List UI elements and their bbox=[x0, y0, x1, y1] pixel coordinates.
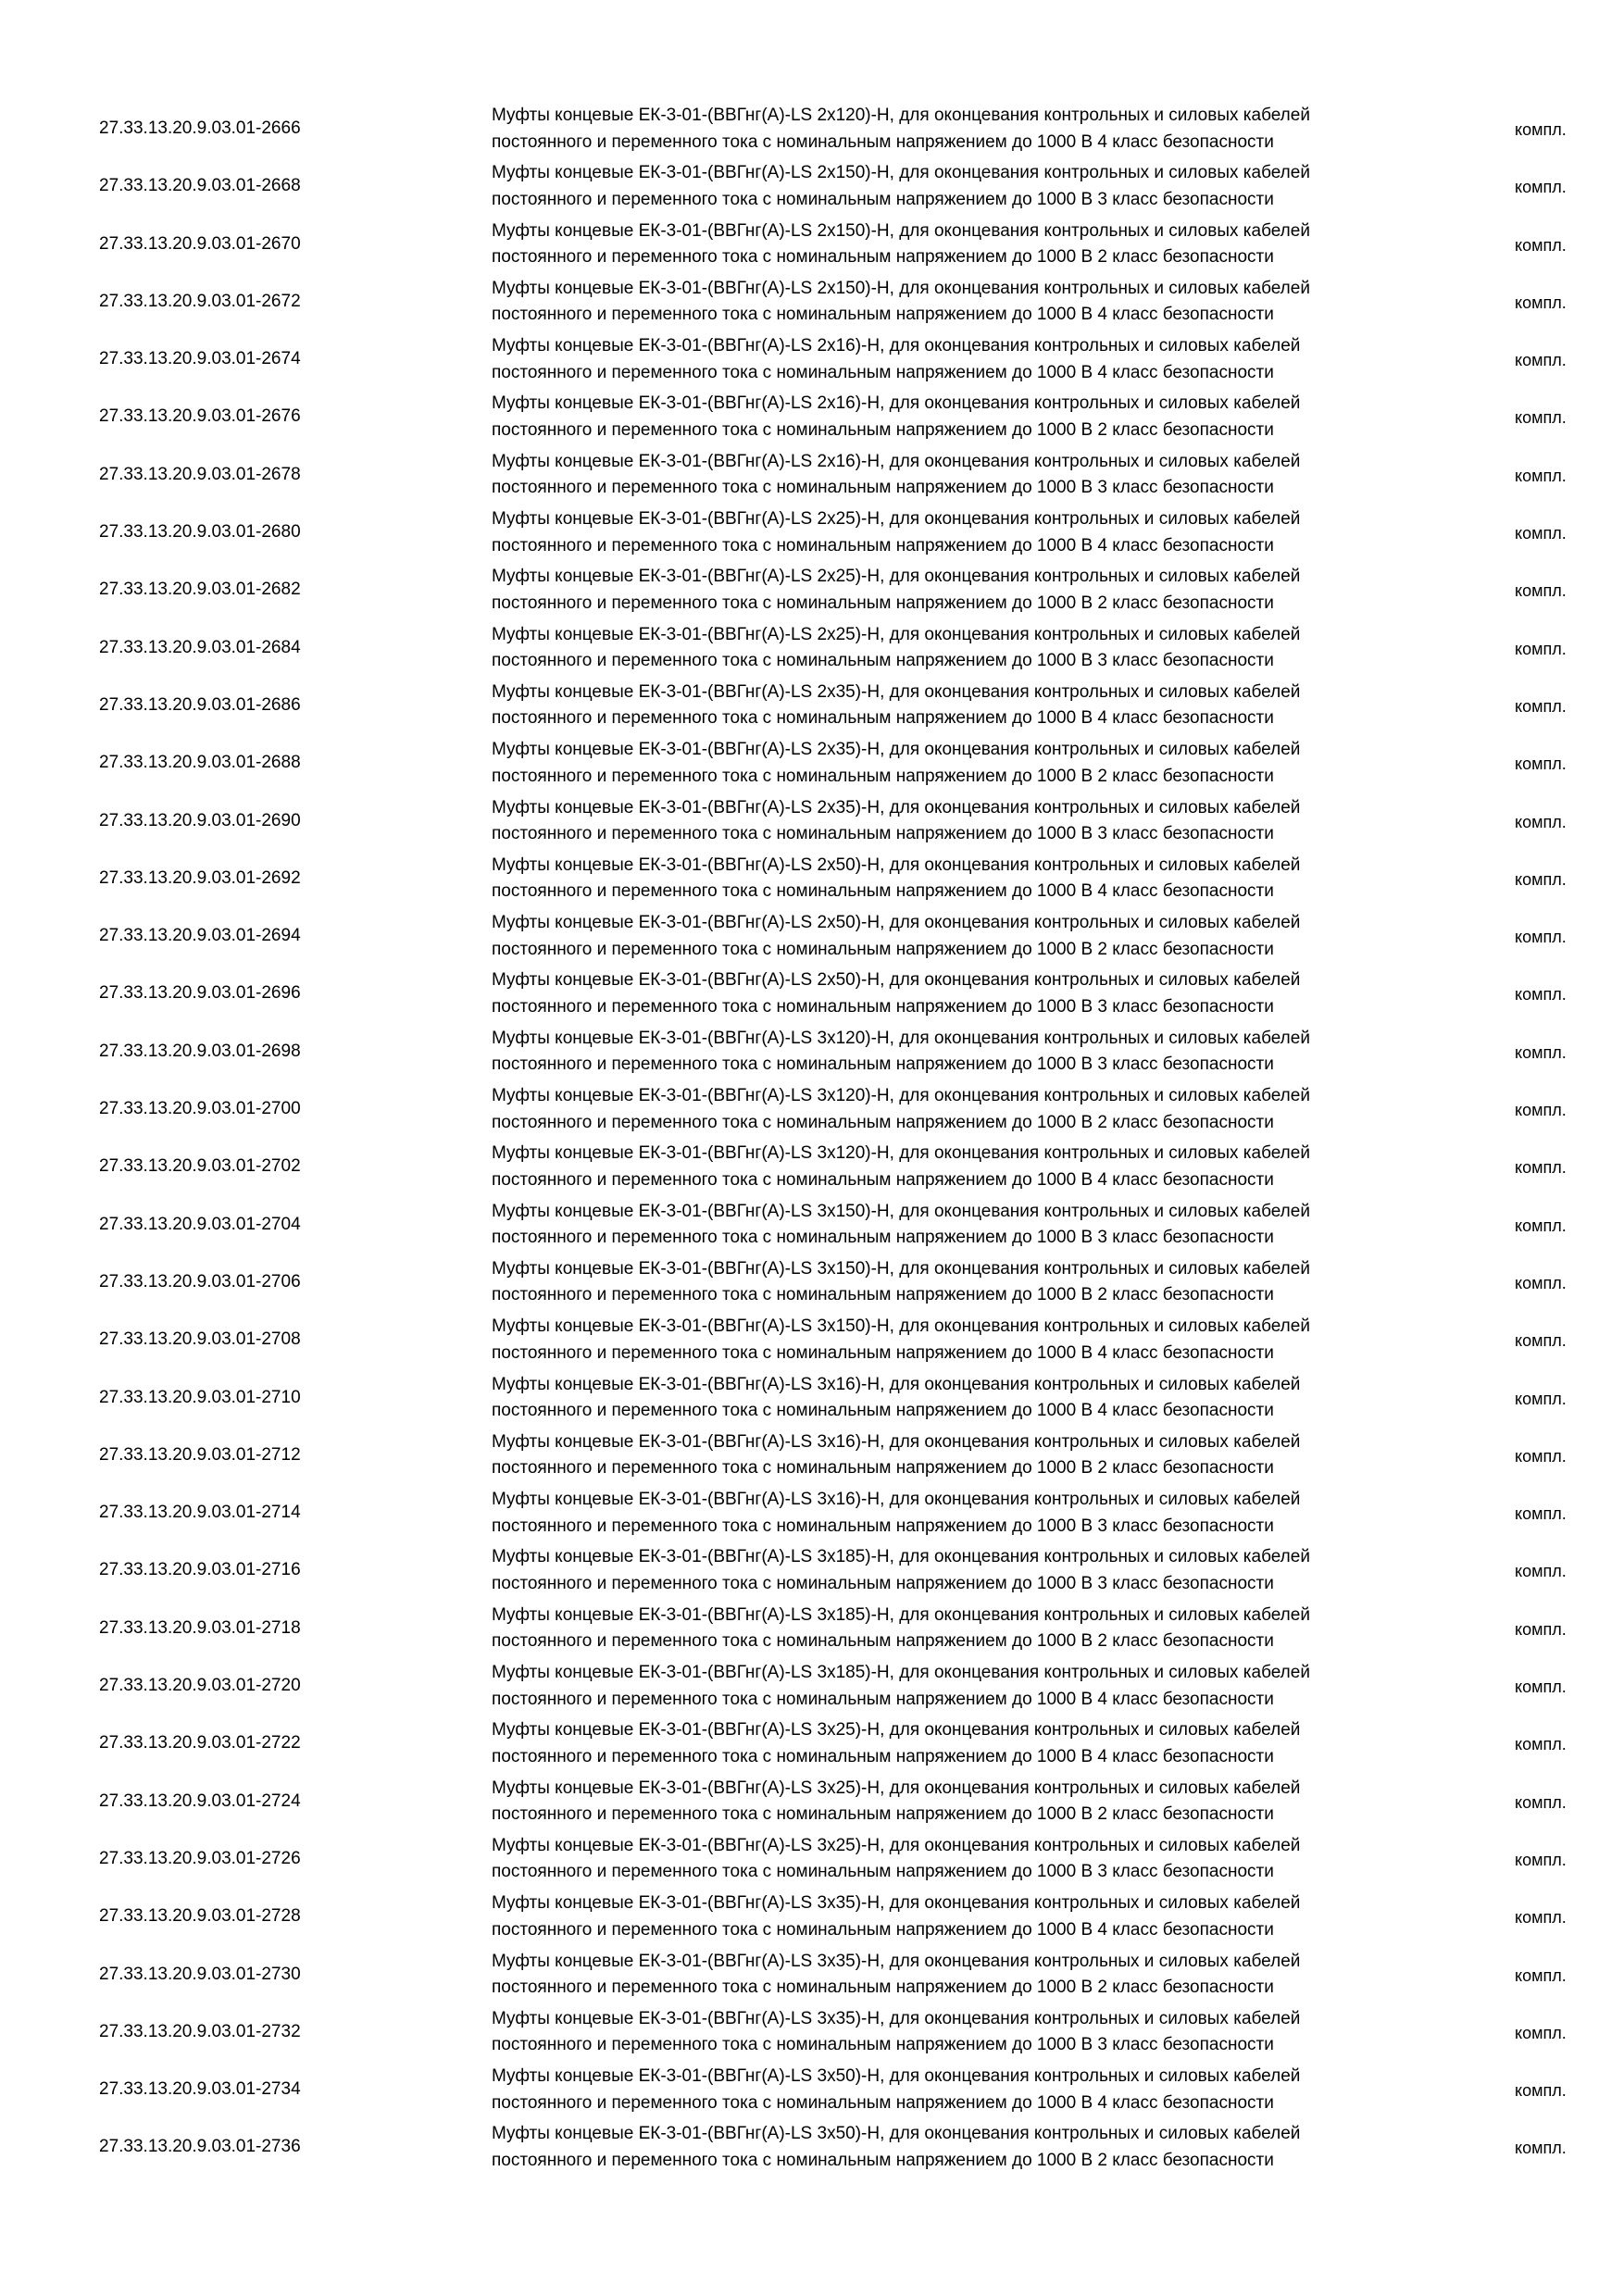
item-description bbox=[492, 1603, 1455, 1655]
item-code: 27.33.13.20.9.03.01-2680 bbox=[99, 522, 301, 543]
table-row bbox=[0, 1600, 1624, 1657]
item-description bbox=[492, 506, 1455, 559]
item-description-line: постоянного и переменного тока с номинальным напряжением до 1000 В 2 класс безопасности bbox=[492, 1112, 1274, 1132]
item-description bbox=[492, 1314, 1455, 1366]
item-code: 27.33.13.20.9.03.01-2706 bbox=[99, 1271, 301, 1292]
table-row bbox=[0, 1888, 1624, 1945]
item-description-line: постоянного и переменного тока с номинальным напряжением до 1000 В 3 класс безопасности bbox=[492, 1228, 1274, 1248]
item-code: 27.33.13.20.9.03.01-2684 bbox=[99, 637, 301, 657]
item-description bbox=[492, 1141, 1455, 1193]
item-description-line: постоянного и переменного тока с номинальным напряжением до 1000 В 4 класс безопасности bbox=[492, 1342, 1274, 1363]
item-unit: компл. bbox=[1515, 408, 1567, 428]
item-description bbox=[492, 1083, 1455, 1136]
table-row bbox=[0, 2003, 1624, 2061]
table-row bbox=[0, 446, 1624, 504]
item-description-line: Муфты концевые ЕК-3-01-(ВВГнг(А)-LS 3х35)-Н, для оконцевания контрольных и силовых кабелей bbox=[492, 1893, 1301, 1914]
item-description-line: постоянного и переменного тока с номинальным напряжением до 1000 В 3 класс безопасности bbox=[492, 996, 1274, 1017]
item-description-line: Муфты концевые ЕК-3-01-(ВВГнг(А)-LS 3х120)-Н, для оконцевания контрольных и силовых кабелей bbox=[492, 1143, 1310, 1164]
item-unit: компл. bbox=[1515, 1678, 1567, 1697]
item-code: 27.33.13.20.9.03.01-2688 bbox=[99, 753, 301, 773]
item-code: 27.33.13.20.9.03.01-2702 bbox=[99, 1156, 301, 1177]
item-unit: компл. bbox=[1515, 1792, 1567, 1812]
item-description-line: постоянного и переменного тока с номинальным напряжением до 1000 В 4 класс безопасности bbox=[492, 881, 1274, 902]
item-code: 27.33.13.20.9.03.01-2678 bbox=[99, 464, 301, 484]
item-description-line: постоянного и переменного тока с номинальным напряжением до 1000 В 4 класс безопасности bbox=[492, 1169, 1274, 1190]
item-description-line: Муфты концевые ЕК-3-01-(ВВГнг(А)-LS 3х16)-Н, для оконцевания контрольных и силовых кабелей bbox=[492, 1374, 1301, 1394]
item-description bbox=[492, 1487, 1455, 1540]
item-description-line: постоянного и переменного тока с номинальным напряжением до 1000 В 3 класс безопасности bbox=[492, 1862, 1274, 1882]
table-row bbox=[0, 1080, 1624, 1138]
item-code: 27.33.13.20.9.03.01-2670 bbox=[99, 233, 301, 254]
item-description-line: Муфты концевые ЕК-3-01-(ВВГнг(А)-LS 2х50)-Н, для оконцевания контрольных и силовых кабелей bbox=[492, 970, 1301, 991]
item-description-line: Муфты концевые ЕК-3-01-(ВВГнг(А)-LS 2х16)-Н, для оконцевания контрольных и силовых кабелей bbox=[492, 393, 1301, 414]
item-description bbox=[492, 1833, 1455, 1886]
table-row bbox=[0, 216, 1624, 273]
item-description-line: Муфты концевые ЕК-3-01-(ВВГнг(А)-LS 2х35)-Н, для оконцевания контрольных и силовых кабелей bbox=[492, 740, 1301, 760]
item-unit: компл. bbox=[1515, 2139, 1567, 2158]
item-description-line: постоянного и переменного тока с номинальным напряжением до 1000 В 2 класс безопасности bbox=[492, 1458, 1274, 1479]
item-description bbox=[492, 218, 1455, 271]
item-description bbox=[492, 910, 1455, 963]
table-row bbox=[0, 157, 1624, 215]
item-unit: компл. bbox=[1515, 1562, 1567, 1581]
item-description-line: Муфты концевые ЕК-3-01-(ВВГнг(А)-LS 3х50)-Н, для оконцевания контрольных и силовых кабелей bbox=[492, 2066, 1301, 2087]
table-row bbox=[0, 388, 1624, 445]
item-description-line: Муфты концевые ЕК-3-01-(ВВГнг(А)-LS 3х150)-Н, для оконцевания контрольных и силовых кабелей bbox=[492, 1316, 1310, 1337]
item-unit: компл. bbox=[1515, 1158, 1567, 1178]
table-row bbox=[0, 2061, 1624, 2118]
item-description-line: постоянного и переменного тока с номинальным напряжением до 1000 В 4 класс безопасности bbox=[492, 362, 1274, 382]
item-code: 27.33.13.20.9.03.01-2714 bbox=[99, 1503, 301, 1523]
item-unit: компл. bbox=[1515, 639, 1567, 658]
item-description-line: Муфты концевые ЕК-3-01-(ВВГнг(А)-LS 3х150)-Н, для оконцевания контрольных и силовых кабелей bbox=[492, 1201, 1310, 1221]
table-row bbox=[0, 965, 1624, 1022]
item-unit: компл. bbox=[1515, 178, 1567, 197]
item-description-line: постоянного и переменного тока с номинальным напряжением до 1000 В 2 класс безопасности bbox=[492, 1804, 1274, 1825]
item-description-line: постоянного и переменного тока с номинальным напряжением до 1000 В 4 класс безопасности bbox=[492, 305, 1274, 325]
item-description-line: Муфты концевые ЕК-3-01-(ВВГнг(А)-LS 3х25)-Н, для оконцевания контрольных и силовых кабелей bbox=[492, 1778, 1301, 1798]
item-description-line: постоянного и переменного тока с номинальным напряжением до 1000 В 3 класс безопасности bbox=[492, 824, 1274, 844]
item-description bbox=[492, 680, 1455, 732]
item-description-line: Муфты концевые ЕК-3-01-(ВВГнг(А)-LS 3х185)-Н, для оконцевания контрольных и силовых кабелей bbox=[492, 1547, 1310, 1567]
item-unit: компл. bbox=[1515, 2023, 1567, 2042]
item-description-line: Муфты концевые ЕК-3-01-(ВВГнг(А)-LS 3х185)-Н, для оконцевания контрольных и силовых кабелей bbox=[492, 1604, 1310, 1625]
item-code: 27.33.13.20.9.03.01-2712 bbox=[99, 1444, 301, 1465]
table-row bbox=[0, 1138, 1624, 1195]
item-code: 27.33.13.20.9.03.01-2724 bbox=[99, 1791, 301, 1811]
item-unit: компл. bbox=[1515, 466, 1567, 485]
item-code: 27.33.13.20.9.03.01-2676 bbox=[99, 406, 301, 427]
item-unit: компл. bbox=[1515, 985, 1567, 1004]
table-row bbox=[0, 331, 1624, 388]
item-description-line: постоянного и переменного тока с номинальным напряжением до 1000 В 4 класс безопасности bbox=[492, 1689, 1274, 1709]
item-description bbox=[492, 391, 1455, 443]
item-unit: компл. bbox=[1515, 581, 1567, 601]
item-description bbox=[492, 1199, 1455, 1252]
item-description bbox=[492, 276, 1455, 329]
item-description-line: Муфты концевые ЕК-3-01-(ВВГнг(А)-LS 2х16)-Н, для оконцевания контрольных и силовых кабелей bbox=[492, 451, 1301, 471]
item-description-line: Муфты концевые ЕК-3-01-(ВВГнг(А)-LS 3х50)-Н, для оконцевания контрольных и силовых кабелей bbox=[492, 2124, 1301, 2144]
item-code: 27.33.13.20.9.03.01-2686 bbox=[99, 694, 301, 715]
table-row bbox=[0, 907, 1624, 965]
table-row bbox=[0, 734, 1624, 792]
item-description-line: постоянного и переменного тока с номинальным напряжением до 1000 В 3 класс безопасности bbox=[492, 651, 1274, 671]
item-code: 27.33.13.20.9.03.01-2690 bbox=[99, 810, 301, 830]
item-description-line: постоянного и переменного тока с номинальным напряжением до 1000 В 2 класс безопасности bbox=[492, 766, 1274, 786]
item-description-line: постоянного и переменного тока с номинальным напряжением до 1000 В 2 класс безопасности bbox=[492, 593, 1274, 613]
item-description-line: постоянного и переменного тока с номинальным напряжением до 1000 В 4 класс безопасности bbox=[492, 2092, 1274, 2113]
item-description-line: Муфты концевые ЕК-3-01-(ВВГнг(А)-LS 2х150)-Н, для оконцевания контрольных и силовых кабелей bbox=[492, 278, 1310, 298]
item-description bbox=[492, 2006, 1455, 2059]
item-unit: компл. bbox=[1515, 1389, 1567, 1408]
item-unit: компл. bbox=[1515, 1735, 1567, 1754]
item-description bbox=[492, 564, 1455, 617]
item-description-line: постоянного и переменного тока с номинальным напряжением до 1000 В 2 класс безопасности bbox=[492, 247, 1274, 268]
item-description-line: постоянного и переменного тока с номинальным напряжением до 1000 В 2 класс безопасности bbox=[492, 419, 1274, 440]
item-code: 27.33.13.20.9.03.01-2718 bbox=[99, 1617, 301, 1638]
item-description-line: постоянного и переменного тока с номинальным напряжением до 1000 В 4 класс безопасности bbox=[492, 131, 1274, 152]
table-row bbox=[0, 1023, 1624, 1080]
item-description bbox=[492, 1776, 1455, 1828]
item-description-line: постоянного и переменного тока с номинальным напряжением до 1000 В 4 класс безопасности bbox=[492, 1919, 1274, 1940]
table-row bbox=[0, 1369, 1624, 1427]
item-code: 27.33.13.20.9.03.01-2720 bbox=[99, 1676, 301, 1696]
item-code: 27.33.13.20.9.03.01-2726 bbox=[99, 1848, 301, 1868]
item-description bbox=[492, 1429, 1455, 1482]
table-row bbox=[0, 2118, 1624, 2176]
item-description-line: постоянного и переменного тока с номинальным напряжением до 1000 В 3 класс безопасности bbox=[492, 1516, 1274, 1536]
item-description-line: постоянного и переменного тока с номинальным напряжением до 1000 В 2 класс безопасности bbox=[492, 2150, 1274, 2170]
table-row bbox=[0, 850, 1624, 907]
item-description-line: постоянного и переменного тока с номинальным напряжением до 1000 В 2 класс безопасности bbox=[492, 1631, 1274, 1652]
item-unit: компл. bbox=[1515, 928, 1567, 947]
item-description-line: постоянного и переменного тока с номинальным напряжением до 1000 В 3 класс безопасности bbox=[492, 1573, 1274, 1593]
item-description bbox=[492, 853, 1455, 905]
item-unit: компл. bbox=[1515, 524, 1567, 543]
item-description-line: постоянного и переменного тока с номинальным напряжением до 1000 В 3 класс безопасности bbox=[492, 189, 1274, 209]
item-code: 27.33.13.20.9.03.01-2736 bbox=[99, 2137, 301, 2157]
item-code: 27.33.13.20.9.03.01-2732 bbox=[99, 2021, 301, 2041]
item-description bbox=[492, 2064, 1455, 2116]
table-row bbox=[0, 1311, 1624, 1368]
item-description bbox=[492, 1890, 1455, 1943]
item-unit: компл. bbox=[1515, 812, 1567, 831]
item-unit: компл. bbox=[1515, 1504, 1567, 1524]
item-unit: компл. bbox=[1515, 869, 1567, 889]
item-code: 27.33.13.20.9.03.01-2672 bbox=[99, 291, 301, 311]
item-description bbox=[492, 1544, 1455, 1597]
item-description-line: Муфты концевые ЕК-3-01-(ВВГнг(А)-LS 2х50)-Н, для оконцевания контрольных и силовых кабелей bbox=[492, 913, 1301, 933]
item-description bbox=[492, 2121, 1455, 2174]
item-code: 27.33.13.20.9.03.01-2704 bbox=[99, 1214, 301, 1234]
item-code: 27.33.13.20.9.03.01-2722 bbox=[99, 1733, 301, 1753]
item-description bbox=[492, 103, 1455, 156]
item-description bbox=[492, 1026, 1455, 1079]
item-description-line: Муфты концевые ЕК-3-01-(ВВГнг(А)-LS 3х35)-Н, для оконцевания контрольных и силовых кабелей bbox=[492, 2008, 1301, 2028]
item-unit: компл. bbox=[1515, 235, 1567, 255]
item-description-line: Муфты концевые ЕК-3-01-(ВВГнг(А)-LS 2х25)-Н, для оконцевания контрольных и силовых кабелей bbox=[492, 509, 1301, 530]
item-description-line: Муфты концевые ЕК-3-01-(ВВГнг(А)-LS 2х150)-Н, для оконцевания контрольных и силовых кабелей bbox=[492, 220, 1310, 241]
item-description bbox=[492, 795, 1455, 848]
item-description bbox=[492, 1717, 1455, 1770]
item-description bbox=[492, 1372, 1455, 1425]
item-unit: компл. bbox=[1515, 1273, 1567, 1292]
item-code: 27.33.13.20.9.03.01-2696 bbox=[99, 983, 301, 1004]
item-code: 27.33.13.20.9.03.01-2668 bbox=[99, 176, 301, 196]
item-code: 27.33.13.20.9.03.01-2700 bbox=[99, 1099, 301, 1119]
item-code: 27.33.13.20.9.03.01-2694 bbox=[99, 926, 301, 946]
item-description-line: Муфты концевые ЕК-3-01-(ВВГнг(А)-LS 2х120)-Н, для оконцевания контрольных и силовых кабелей bbox=[492, 106, 1310, 125]
item-code: 27.33.13.20.9.03.01-2666 bbox=[99, 119, 301, 138]
table-row bbox=[0, 1830, 1624, 1888]
item-code: 27.33.13.20.9.03.01-2710 bbox=[99, 1387, 301, 1407]
item-unit: компл. bbox=[1515, 293, 1567, 312]
item-unit: компл. bbox=[1515, 1042, 1567, 1062]
item-unit: компл. bbox=[1515, 1216, 1567, 1235]
price-list-table bbox=[0, 100, 1624, 2177]
item-code: 27.33.13.20.9.03.01-2674 bbox=[99, 349, 301, 369]
item-description bbox=[492, 1660, 1455, 1713]
item-description bbox=[492, 1256, 1455, 1309]
item-description-line: постоянного и переменного тока с номинальным напряжением до 1000 В 2 класс безопасности bbox=[492, 1978, 1274, 1997]
item-description bbox=[492, 1949, 1455, 2002]
item-unit: компл. bbox=[1515, 1331, 1567, 1351]
item-description bbox=[492, 160, 1455, 213]
item-code: 27.33.13.20.9.03.01-2734 bbox=[99, 2079, 301, 2100]
item-description-line: Муфты концевые ЕК-3-01-(ВВГнг(А)-LS 3х35)-Н, для оконцевания контрольных и силовых кабелей bbox=[492, 1951, 1301, 1971]
table-row bbox=[0, 1541, 1624, 1599]
item-description-line: Муфты концевые ЕК-3-01-(ВВГнг(А)-LS 3х16)-Н, для оконцевания контрольных и силовых кабелей bbox=[492, 1431, 1301, 1452]
item-description bbox=[492, 333, 1455, 386]
item-unit: компл. bbox=[1515, 755, 1567, 774]
item-description-line: Муфты концевые ЕК-3-01-(ВВГнг(А)-LS 3х120)-Н, для оконцевания контрольных и силовых кабелей bbox=[492, 1028, 1310, 1048]
item-description bbox=[492, 622, 1455, 675]
table-row bbox=[0, 504, 1624, 561]
table-row bbox=[0, 1484, 1624, 1541]
item-description-line: постоянного и переменного тока с номинальным напряжением до 1000 В 4 класс безопасности bbox=[492, 1746, 1274, 1766]
item-code: 27.33.13.20.9.03.01-2692 bbox=[99, 867, 301, 888]
table-row bbox=[0, 677, 1624, 734]
item-code: 27.33.13.20.9.03.01-2708 bbox=[99, 1329, 301, 1350]
item-code: 27.33.13.20.9.03.01-2728 bbox=[99, 1906, 301, 1927]
item-description-line: Муфты концевые ЕК-3-01-(ВВГнг(А)-LS 3х185)-Н, для оконцевания контрольных и силовых кабелей bbox=[492, 1663, 1310, 1683]
item-unit: компл. bbox=[1515, 696, 1567, 716]
item-description-line: Муфты концевые ЕК-3-01-(ВВГнг(А)-LS 3х150)-Н, для оконцевания контрольных и силовых кабелей bbox=[492, 1258, 1310, 1279]
table-row bbox=[0, 273, 1624, 331]
item-unit: компл. bbox=[1515, 351, 1567, 370]
table-row bbox=[0, 100, 1624, 157]
item-description bbox=[492, 737, 1455, 790]
item-unit: компл. bbox=[1515, 1850, 1567, 1869]
item-unit: компл. bbox=[1515, 1101, 1567, 1120]
item-unit: компл. bbox=[1515, 120, 1567, 139]
table-row bbox=[0, 561, 1624, 618]
item-unit: компл. bbox=[1515, 1619, 1567, 1639]
item-description-line: постоянного и переменного тока с номинальным напряжением до 1000 В 3 класс безопасности bbox=[492, 2035, 1274, 2055]
table-row bbox=[0, 619, 1624, 677]
item-description-line: постоянного и переменного тока с номинальным напряжением до 1000 В 3 класс безопасности bbox=[492, 478, 1274, 498]
item-unit: компл. bbox=[1515, 1446, 1567, 1466]
item-description bbox=[492, 967, 1455, 1020]
item-description-line: Муфты концевые ЕК-3-01-(ВВГнг(А)-LS 2х16)-Н, для оконцевания контрольных и силовых кабелей bbox=[492, 336, 1301, 356]
table-row bbox=[0, 1946, 1624, 2003]
item-description-line: постоянного и переменного тока с номинальным напряжением до 1000 В 4 класс безопасности bbox=[492, 535, 1274, 555]
table-row bbox=[0, 792, 1624, 850]
item-description-line: Муфты концевые ЕК-3-01-(ВВГнг(А)-LS 2х25)-Н, для оконцевания контрольных и силовых кабелей bbox=[492, 624, 1301, 644]
item-description bbox=[492, 449, 1455, 502]
table-row bbox=[0, 1196, 1624, 1254]
item-description-line: Муфты концевые ЕК-3-01-(ВВГнг(А)-LS 2х35)-Н, для оконцевания контрольных и силовых кабелей bbox=[492, 797, 1301, 817]
table-row bbox=[0, 1657, 1624, 1715]
item-unit: компл. bbox=[1515, 1908, 1567, 1928]
item-code: 27.33.13.20.9.03.01-2716 bbox=[99, 1560, 301, 1580]
item-description-line: Муфты концевые ЕК-3-01-(ВВГнг(А)-LS 3х25)-Н, для оконцевания контрольных и силовых кабелей bbox=[492, 1835, 1301, 1855]
item-description-line: Муфты концевые ЕК-3-01-(ВВГнг(А)-LS 3х25)-Н, для оконцевания контрольных и силовых кабелей bbox=[492, 1720, 1301, 1741]
item-code: 27.33.13.20.9.03.01-2730 bbox=[99, 1964, 301, 1984]
table-row bbox=[0, 1427, 1624, 1484]
item-description-line: постоянного и переменного тока с номинальным напряжением до 1000 В 2 класс безопасности bbox=[492, 939, 1274, 959]
item-unit: компл. bbox=[1515, 2081, 1567, 2101]
item-description-line: Муфты концевые ЕК-3-01-(ВВГнг(А)-LS 3х120)-Н, для оконцевания контрольных и силовых кабелей bbox=[492, 1086, 1310, 1106]
item-unit: компл. bbox=[1515, 1965, 1567, 1985]
table-row bbox=[0, 1254, 1624, 1311]
table-row bbox=[0, 1715, 1624, 1772]
item-description-line: Муфты концевые ЕК-3-01-(ВВГнг(А)-LS 3х16)-Н, для оконцевания контрольных и силовых кабелей bbox=[492, 1490, 1301, 1510]
item-description-line: Муфты концевые ЕК-3-01-(ВВГнг(А)-LS 2х25)-Н, для оконцевания контрольных и силовых кабелей bbox=[492, 567, 1301, 587]
table-row bbox=[0, 1773, 1624, 1830]
item-code: 27.33.13.20.9.03.01-2682 bbox=[99, 580, 301, 600]
item-description-line: постоянного и переменного тока с номинальным напряжением до 1000 В 4 класс безопасности bbox=[492, 1401, 1274, 1421]
item-code: 27.33.13.20.9.03.01-2698 bbox=[99, 1041, 301, 1061]
item-description-line: постоянного и переменного тока с номинальным напряжением до 1000 В 4 класс безопасности bbox=[492, 708, 1274, 729]
item-description-line: Муфты концевые ЕК-3-01-(ВВГнг(А)-LS 2х50)-Н, для оконцевания контрольных и силовых кабелей bbox=[492, 855, 1301, 875]
item-description-line: постоянного и переменного тока с номинальным напряжением до 1000 В 3 класс безопасности bbox=[492, 1054, 1274, 1075]
item-description-line: постоянного и переменного тока с номинальным напряжением до 1000 В 2 класс безопасности bbox=[492, 1285, 1274, 1305]
item-description-line: Муфты концевые ЕК-3-01-(ВВГнг(А)-LS 2х150)-Н, для оконцевания контрольных и силовых кабелей bbox=[492, 163, 1310, 183]
item-description-line: Муфты концевые ЕК-3-01-(ВВГнг(А)-LS 2х35)-Н, для оконцевания контрольных и силовых кабелей bbox=[492, 681, 1301, 702]
